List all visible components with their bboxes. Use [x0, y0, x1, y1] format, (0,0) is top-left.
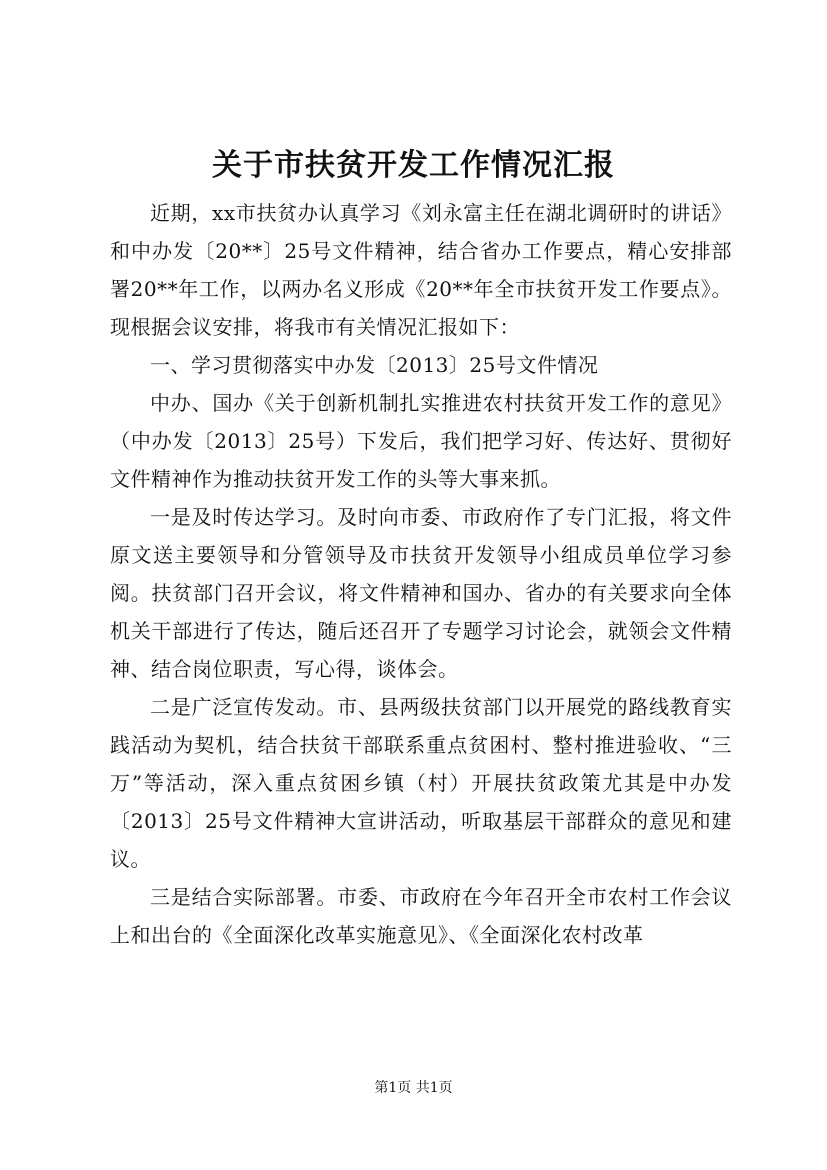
paragraph-intro: 近期，xx市扶贫办认真学习《刘永富主任在湖北调研时的讲话》和中办发〔20**〕25号文件精神，结合省办工作要点，精心安排部署20**年工作，以两办名义形成《20**年全市扶贫开发工作要点》。现根据会议安排，将我市有关情况汇报如下： — [110, 201, 732, 339]
paragraph-point-3: 三是结合实际部署。市委、市政府在今年召开全市农村工作会议上和出台的《全面深化改革实施意见》、《全面深化农村改革 — [110, 885, 732, 947]
page-footer: 第1页 共1页 — [374, 1080, 453, 1096]
paragraph-point-2: 二是广泛宣传发动。市、县两级扶贫部门以开展党的路线教育实践活动为契机，结合扶贫干部联系重点贫困村、整村推进验收、“三万”等活动，深入重点贫困乡镇（村）开展扶贫政策尤其是中办发〔2013〕25号文件精神大宣讲活动，听取基层干部群众的意见和建议。 — [110, 695, 732, 871]
section-heading-1: 一、学习贯彻落实中办发〔2013〕25号文件情况 — [150, 353, 599, 377]
document-title: 关于市扶贫开发工作情况汇报 — [212, 148, 615, 183]
document-body — [110, 194, 732, 954]
paragraph-section-1: 中办、国办《关于创新机制扎实推进农村扶贫开发工作的意见》（中办发〔2013〕25号）下发后，我们把学习好、传达好、贯彻好文件精神作为推动扶贫开发工作的头等大事来抓。 — [110, 391, 732, 491]
paragraph-point-1: 一是及时传达学习。及时向市委、市政府作了专门汇报，将文件原文送主要领导和分管领导及市扶贫开发领导小组成员单位学习参阅。扶贫部门召开会议，将文件精神和国办、省办的有关要求向全体机关干部进行了传达，随后还召开了专题学习讨论会，就领会文件精神、结合岗位职责，写心得，谈体会。 — [110, 505, 732, 681]
